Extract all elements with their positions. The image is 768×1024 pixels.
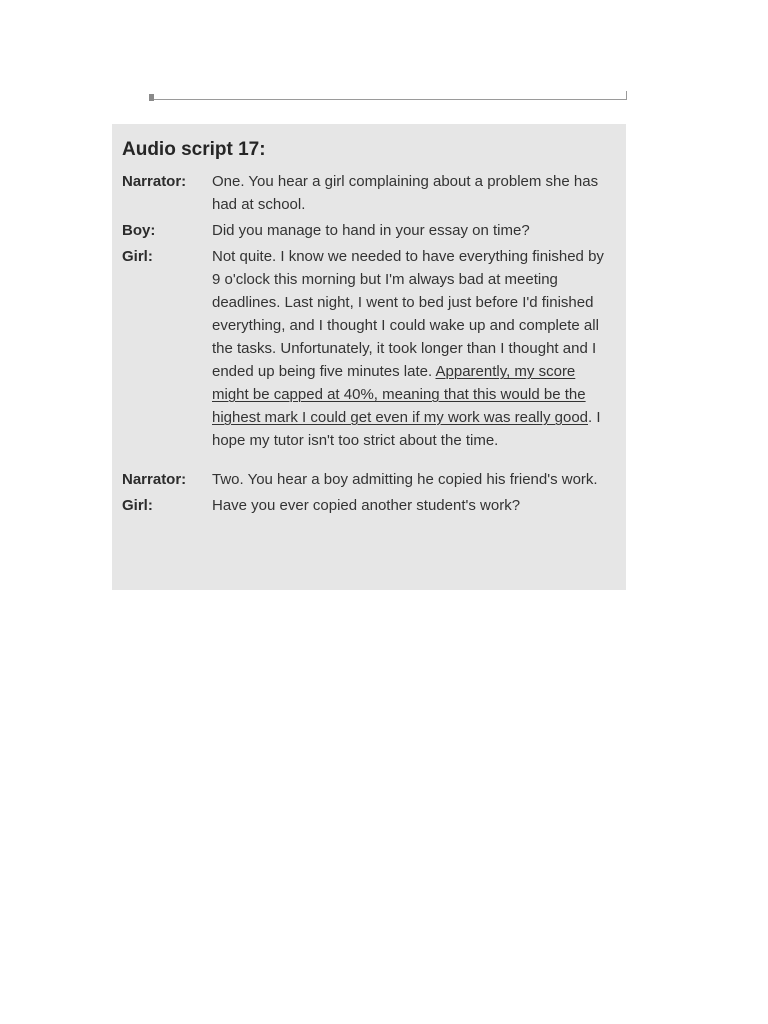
script-title: Audio script 17: [122, 139, 266, 160]
speaker-label: Girl: [122, 497, 153, 514]
divider-handle-left [149, 94, 154, 101]
audio-script-panel [112, 124, 626, 590]
speaker-label: Narrator: [122, 471, 187, 488]
divider-handle-right [626, 91, 627, 100]
speech-text: Have you ever copied another student's work? [212, 497, 521, 514]
script-line [122, 170, 616, 216]
speaker-label: Girl: [122, 248, 153, 265]
underlined-key-sentence: Apparently, my score might be capped at 40%, meaning that this would be the highest mark I could get even if my work was really good [212, 363, 589, 426]
speech-text: Did you manage to hand in your essay on time? [212, 222, 530, 239]
speech-text: One. You hear a girl complaining about a problem she has had at school. [212, 173, 599, 213]
speech-text [212, 245, 616, 452]
script-line [122, 494, 616, 517]
speaker-label: Boy: [122, 222, 156, 239]
script-line [122, 245, 616, 452]
speech-text-part: . I hope my tutor isn't too strict about the time. [212, 409, 601, 449]
script-line [122, 219, 616, 242]
section-divider [150, 97, 626, 100]
speech-text-part: Not quite. I know we needed to have everything finished by 9 o'clock this morning but I'm always bad at meeting deadlines. Last night, I went to bed just before I'd finished everything, and I thought I could wake up and complete all the tasks. Unfortunately, it took longer than I thought and I ended up being five minutes late. [212, 248, 604, 380]
speech-text: Two. You hear a boy admitting he copied his friend's work. [212, 471, 598, 488]
speaker-label: Narrator: [122, 173, 187, 190]
script-line [122, 468, 616, 491]
